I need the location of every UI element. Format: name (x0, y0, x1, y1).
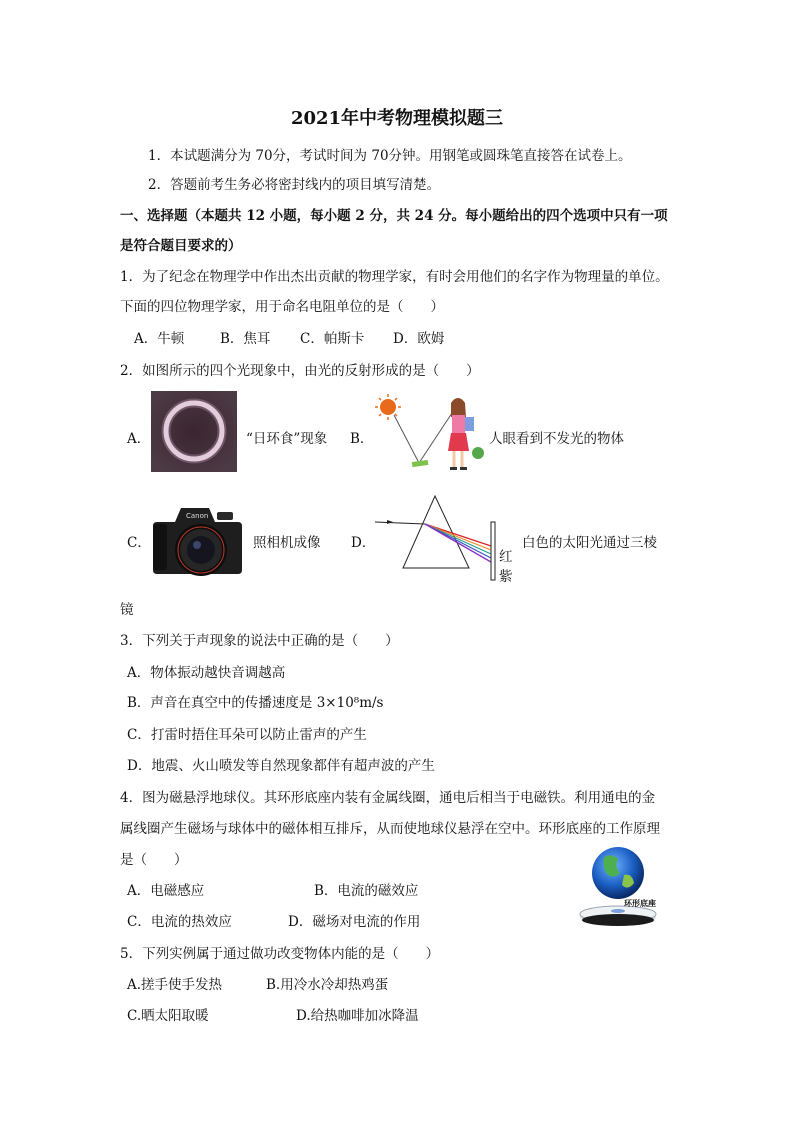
prism-label-red: 红 (499, 549, 513, 565)
q2-option-c-letter: C． (127, 535, 151, 551)
q2-option-a-letter: A． (127, 431, 151, 447)
q3-option-c: C．打雷时捂住耳朵可以防止雷声的产生 (127, 727, 367, 743)
q5-option-c: C.晒太阳取暖 (127, 1008, 209, 1024)
q3-stem: 3．下列关于声现象的说法中正确的是（ ） (120, 633, 399, 649)
q2-option-d-text-continued: 镜 (120, 602, 134, 618)
camera-image (151, 494, 244, 580)
q4-option-d: D．磁场对电流的作用 (288, 914, 421, 930)
section-header-line2: 是符合题目要求的） (120, 238, 242, 254)
q4-option-b: B．电流的磁效应 (314, 883, 419, 899)
q2-option-c-text: 照相机成像 (253, 535, 321, 551)
section-header-line1: 一、选择题（本题共 12 小题，每小题 2 分，共 24 分。每小题给出的四个选项中只有一项 (120, 208, 668, 224)
q1-option-a: A．牛顿 (134, 331, 185, 347)
note-2: 2．答题前考生务必将密封线内的项目填写清楚。 (148, 177, 441, 193)
prism-dispersion-diagram (373, 494, 513, 584)
q5-option-a: A.搓手使手发热 (127, 977, 223, 993)
q1-stem-line2: 下面的四位物理学家，用于命名电阻单位的是（ ） (120, 299, 444, 315)
q5-option-d: D.给热咖啡加冰降温 (296, 1008, 419, 1024)
note-1: 1．本试题满分为 70分，考试时间为 70分钟。用钢笔或圆珠笔直接答在试卷上。 (148, 148, 632, 164)
camera-brand-label: Canon (186, 512, 209, 520)
q2-option-b-letter: B． (350, 431, 374, 447)
q1-option-c: C．帕斯卡 (300, 331, 365, 347)
q2-option-a-text: “日环食”现象 (246, 431, 328, 447)
prism-label-violet: 紫 (499, 569, 513, 585)
solar-eclipse-image (151, 391, 237, 472)
reflection-girl-illustration (374, 391, 486, 476)
q1-option-d: D．欧姆 (393, 331, 445, 347)
q5-option-b: B.用冷水冷却热鸡蛋 (266, 977, 389, 993)
q2-option-b-text: 人眼看到不发光的物体 (489, 431, 624, 447)
q2-stem: 2．如图所示的四个光现象中，由光的反射形成的是（ ） (120, 363, 480, 379)
q2-option-d-text: 白色的太阳光通过三棱 (522, 535, 657, 551)
q3-option-a: A．物体振动越快音调越高 (127, 665, 286, 681)
maglev-globe-image (568, 845, 668, 931)
q4-stem-line3: 是（ ） (120, 852, 188, 868)
q4-stem-line2: 属线圈产生磁场与球体中的磁体相互排斥，从而使地球仪悬浮在空中。环形底座的工作原理 (120, 821, 660, 837)
q1-option-b: B．焦耳 (220, 331, 271, 347)
q4-option-c: C．电流的热效应 (127, 914, 232, 930)
q4-stem-line1: 4．图为磁悬浮地球仪。其环形底座内装有金属线圈，通电后相当于电磁铁。利用通电的金 (120, 790, 656, 806)
q1-stem-line1: 1．为了纪念在物理学中作出杰出贡献的物理学家，有时会用他们的名字作为物理量的单位。 (120, 269, 669, 285)
q4-option-a: A．电磁感应 (127, 883, 205, 899)
ring-base-label: 环形底座 (624, 899, 656, 908)
q3-option-d: D．地震、火山喷发等自然现象都伴有超声波的产生 (127, 758, 435, 774)
q5-stem: 5．下列实例属于通过做功改变物体内能的是（ ） (120, 946, 440, 962)
q2-option-d-letter: D． (351, 535, 376, 551)
page-title: 2021年中考物理模拟题三 (290, 108, 504, 129)
q3-option-b: B．声音在真空中的传播速度是 3×10⁸m/s (127, 695, 384, 711)
